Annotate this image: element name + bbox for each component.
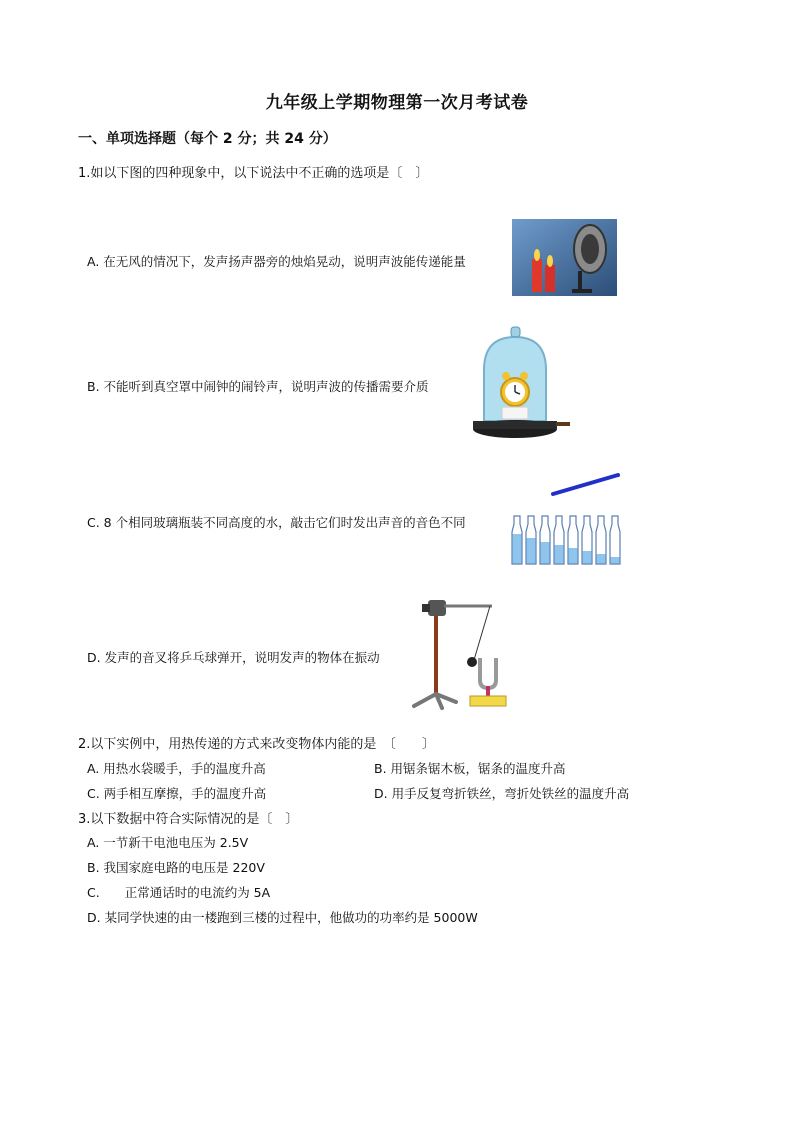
question-3-option-a: A. 一节新干电池电压为 2.5V (87, 835, 249, 850)
exam-title: 九年级上学期物理第一次月考试卷 (265, 93, 529, 113)
bell-jar-clock-icon (470, 325, 575, 443)
tuning-fork-ball-icon (408, 596, 523, 712)
question-3-option-b: B. 我国家庭电路的电压是 220V (87, 860, 265, 875)
question-1-stem: 1.如以下图的四种现象中，以下说法中不正确的选项是〔 〕 (78, 166, 429, 181)
question-2-stem: 2.以下实例中，用热传递的方式来改变物体内能的是 〔 〕 (78, 737, 435, 752)
question-1-option-c: C. 8 个相同玻璃瓶装不同高度的水，敲击它们时发出声音的音色不同 (87, 515, 466, 530)
question-1-option-a: A. 在无风的情况下，发声扬声器旁的烛焰晃动，说明声波能传递能量 (87, 254, 466, 269)
question-3-option-d: D. 某同学快速的由一楼跑到三楼的过程中，他做功的功率约是 5000W (87, 910, 478, 925)
question-2-option-a: A. 用热水袋暖手，手的温度升高 (87, 761, 266, 776)
question-2-option-d: D. 用手反复弯折铁丝，弯折处铁丝的温度升高 (374, 786, 630, 801)
water-bottles-icon (508, 472, 623, 570)
question-2-option-b: B. 用锯条锯木板，锯条的温度升高 (374, 761, 566, 776)
question-1-option-b: B. 不能听到真空罩中闹钟的闹铃声，说明声波的传播需要介质 (87, 379, 429, 394)
question-3-option-c: C. 正常通话时的电流约为 5A (87, 885, 271, 900)
question-3-stem: 3.以下数据中符合实际情况的是〔 〕 (78, 812, 299, 827)
question-1-option-d: D. 发声的音叉将乒乓球弹开，说明发声的物体在振动 (87, 650, 380, 665)
speaker-candle-icon (512, 219, 617, 296)
question-2-option-c: C. 两手相互摩擦，手的温度升高 (87, 786, 267, 801)
section-heading: 一、单项选择题（每个 2 分；共 24 分） (78, 131, 337, 147)
